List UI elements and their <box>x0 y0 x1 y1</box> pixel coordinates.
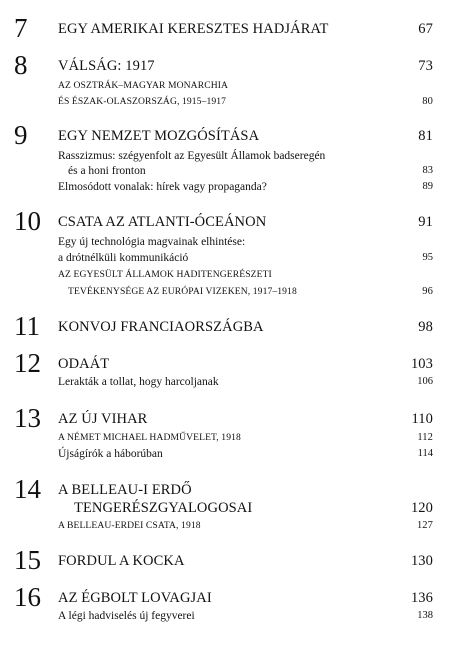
chapter-page: 98 <box>418 319 433 335</box>
section-page: 83 <box>422 165 433 176</box>
section-line <box>58 79 433 93</box>
chapter-title: A BELLEAU-I ERDŐ <box>58 482 192 498</box>
section-title: Rasszizmus: szégyenfolt az Egyesült Államok badseregén <box>58 150 326 162</box>
section-page: 89 <box>422 181 433 192</box>
section-line <box>58 235 433 249</box>
chapter-number: 7 <box>14 13 28 43</box>
chapter-title-line <box>58 500 433 516</box>
chapter-number: 14 <box>14 474 41 504</box>
chapter-title-line <box>58 482 433 498</box>
section-title: ÉS ÉSZAK-OLASZORSZÁG, 1915–1917 <box>58 96 227 107</box>
chapter-page: 81 <box>418 128 433 144</box>
chapter-page: 110 <box>411 411 433 427</box>
section-title: AZ OSZTRÁK–MAGYAR MONARCHIA <box>58 80 229 91</box>
section-page: 96 <box>422 286 433 297</box>
section-page: 106 <box>417 376 433 387</box>
chapter-page: 103 <box>410 356 433 372</box>
chapter-title-line <box>58 319 433 335</box>
chapter-title-line <box>58 356 433 372</box>
section-title: Elmosódott vonalak: hírek vagy propaganda? <box>58 181 267 193</box>
section-line <box>58 251 433 265</box>
chapter-title: EGY NEMZET MOZGÓSÍTÁSA <box>58 128 260 144</box>
section-line <box>58 447 433 461</box>
section-line <box>58 431 433 445</box>
chapter-title: FORDUL A KOCKA <box>58 553 185 569</box>
chapter-title-line <box>58 590 433 606</box>
chapter-number: 11 <box>14 311 40 341</box>
section-page: 112 <box>417 432 433 443</box>
section-line <box>58 149 433 163</box>
section-line <box>58 609 433 623</box>
chapter-page: 73 <box>418 58 433 74</box>
chapter-number: 12 <box>14 348 41 378</box>
section-page: 127 <box>416 520 433 531</box>
chapter-title: EGY AMERIKAI KERESZTES HADJÁRAT <box>58 21 329 37</box>
section-page: 95 <box>422 252 433 263</box>
section-page: 80 <box>422 96 433 107</box>
chapter-number: 13 <box>14 403 41 433</box>
section-title: Újságírók a háborúban <box>58 448 163 460</box>
section-line <box>58 285 433 299</box>
chapter-title-line <box>58 128 433 144</box>
chapter-page: 67 <box>418 21 433 37</box>
section-title: Egy új technológia magvainak elhintése: <box>58 236 246 248</box>
chapter-title: ODAÁT <box>58 356 110 372</box>
chapter-title: KONVOJ FRANCIAORSZÁGBA <box>58 319 264 335</box>
chapter-page: 120 <box>410 500 433 516</box>
section-line <box>58 268 433 282</box>
section-title: TEVÉKENYSÉGE AZ EURÓPAI VIZEKEN, 1917–1918 <box>68 286 297 297</box>
chapter-page: 136 <box>410 590 433 606</box>
section-line <box>58 375 433 389</box>
chapter-page: 130 <box>410 553 433 569</box>
chapter-number: 9 <box>14 120 28 150</box>
chapter-number: 15 <box>14 545 41 575</box>
chapter-title-line <box>58 21 433 37</box>
chapter-number: 16 <box>14 582 41 612</box>
chapter-title-continued: TENGERÉSZGYALOGOSAI <box>74 500 253 516</box>
chapter-number: 8 <box>14 50 28 80</box>
chapter-title: VÁLSÁG: 1917 <box>58 58 155 74</box>
section-page: 138 <box>417 610 433 621</box>
section-title: A NÉMET MICHAEL HADMŰVELET, 1918 <box>58 432 241 443</box>
section-line <box>58 180 433 194</box>
chapter-page: 91 <box>418 214 433 230</box>
section-line <box>58 95 433 109</box>
section-title: AZ EGYESÜLT ÁLLAMOK HADITENGERÉSZETI <box>58 269 272 280</box>
chapter-title: AZ ÉGBOLT LOVAGJAI <box>58 590 212 606</box>
chapter-number: 10 <box>14 206 41 236</box>
section-title: Lerakták a tollat, hogy harcoljanak <box>58 376 219 388</box>
chapter-title-line <box>58 411 433 427</box>
chapter-title-line <box>58 58 433 74</box>
chapter-title-line <box>58 553 433 569</box>
section-line <box>58 164 433 178</box>
section-page: 114 <box>417 448 433 459</box>
chapter-title: CSATA AZ ATLANTI-ÓCEÁNON <box>58 214 267 230</box>
section-title: A légi hadviselés új fegyverei <box>58 610 195 622</box>
chapter-title-line <box>58 214 433 230</box>
chapter-title: AZ ÚJ VIHAR <box>58 411 148 427</box>
section-line <box>58 519 433 533</box>
section-title: A BELLEAU-ERDEI CSATA, 1918 <box>58 520 201 531</box>
section-title: és a honi fronton <box>68 165 146 177</box>
section-title: a drótnélküli kommunikáció <box>58 252 189 264</box>
